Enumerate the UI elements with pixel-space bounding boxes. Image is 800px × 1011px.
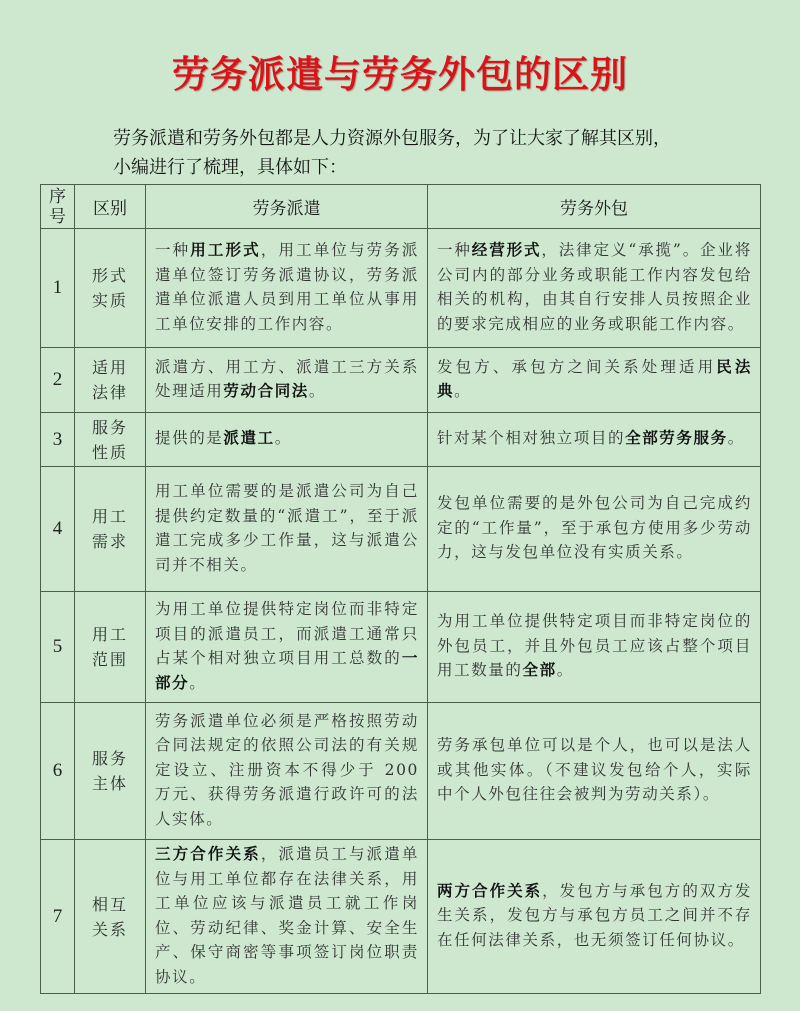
- dispatch-text-pre: 用工单位需要的是派遣公司为自己提供约定数量的“派遣工”，至于派遣工完成多少工作量，这与派遣公司并不相关。: [155, 482, 419, 574]
- dispatch-text-bold: 三方合作关系: [155, 844, 261, 863]
- dispatch-cell: [146, 703, 428, 840]
- outsourcing-cell: [428, 348, 761, 413]
- outsourcing-text-post: ，发包方与承包方的双方发生关系，发包方与承包方员工之间并不存在任何法律关系，也无须签订任何协议。: [437, 881, 752, 949]
- row-number: 2: [41, 348, 75, 413]
- dispatch-text-pre: 提供的是: [155, 429, 224, 448]
- outsourcing-text-bold: 民法典: [437, 356, 752, 400]
- dispatch-cell: [146, 840, 428, 994]
- dispatch-text-bold: 劳动合同法: [223, 381, 309, 400]
- outsourcing-text-pre: 一种: [437, 241, 472, 259]
- dispatch-text-bold: 一部分: [155, 648, 419, 692]
- table-row: [41, 348, 761, 413]
- dispatch-text-pre: 劳务派遣单位必须是严格按照劳动合同法规定的依照公司法的有关规定设立、注册资本不得少于 200 万元、获得劳务派遣行政许可的法人实体。: [155, 711, 419, 828]
- table-row: [41, 229, 761, 348]
- dispatch-cell: [146, 592, 428, 703]
- dispatch-cell: [146, 413, 428, 467]
- header-dispatch: 劳务派遣: [146, 185, 428, 229]
- dispatch-text-pre: 派遣方、用工方、派遣工三方关系处理适用: [155, 357, 419, 400]
- outsourcing-text-post: ，法律定义“承揽”。企业将公司内的部分业务或职能工作内容发包给相关的机构，由其自行安排人员按照企业的要求完成相应的业务或职能工作内容。: [437, 241, 753, 333]
- header-seq: 序 号: [41, 185, 75, 229]
- header-category: 区别: [75, 185, 146, 229]
- dispatch-text-post: 。: [189, 673, 207, 692]
- row-category: 用工 需求: [75, 467, 146, 592]
- row-category: 用工 范围: [75, 592, 146, 703]
- outsourcing-text-post: 。: [727, 429, 745, 448]
- row-number: 5: [41, 592, 75, 703]
- dispatch-text-bold: 派遣工: [223, 428, 275, 448]
- dispatch-text-post: 。: [274, 429, 292, 448]
- row-category: 形式 实质: [75, 229, 146, 348]
- outsourcing-text-post: 。: [454, 382, 472, 400]
- intro-line-2: 小编进行了梳理，具体如下：: [113, 157, 347, 178]
- row-number: 4: [41, 467, 75, 592]
- dispatch-cell: [146, 467, 428, 592]
- outsourcing-cell: [428, 592, 761, 703]
- row-category: 适用 法律: [75, 348, 146, 413]
- table-row: [41, 413, 761, 467]
- row-category: 服务 主体: [75, 703, 146, 840]
- outsourcing-text-bold: 全部劳务服务: [625, 428, 728, 448]
- row-category: 服务 性质: [75, 413, 146, 467]
- outsourcing-text-pre: 针对某个相对独立项目的: [437, 429, 626, 448]
- outsourcing-text-pre: 发包方、承包方之间关系处理适用: [437, 357, 717, 376]
- dispatch-text-pre: 为用工单位提供特定岗位而非特定项目的派遣员工，而派遣工通常只占某个相对独立项目用工总数的: [155, 600, 419, 667]
- table-row: [41, 592, 761, 703]
- dispatch-text-post: 。: [308, 382, 327, 400]
- dispatch-cell: [146, 348, 428, 413]
- dispatch-text-post: ，用工单位与劳务派遣单位签订劳务派遣协议，劳务派遣单位派遣人员到用工单位从事用工单位安排的工作内容。: [155, 241, 420, 333]
- table-row: [41, 840, 761, 994]
- outsourcing-text-pre: 发包单位需要的是外包公司为自己完成约定的“工作量”，至于承包方使用多少劳动力，这与发包单位没有实质关系。: [437, 494, 752, 562]
- outsourcing-text-post: 。: [556, 661, 574, 680]
- dispatch-cell: [146, 229, 428, 348]
- row-number: 7: [41, 840, 75, 994]
- row-number: 6: [41, 703, 75, 840]
- outsourcing-text-pre: 劳务承包单位可以是个人，也可以是法人或其他实体。（不建议发包给个人，实际中个人外包往往会被判为劳动关系）。: [437, 736, 752, 804]
- page-title: 劳务派遣与劳务外包的区别: [172, 52, 628, 96]
- table-header-row: [41, 185, 761, 229]
- outsourcing-cell: [428, 229, 761, 348]
- dispatch-text-bold: 用工形式: [190, 240, 261, 259]
- outsourcing-text-bold: 全部: [522, 660, 557, 680]
- table-row: [41, 467, 761, 592]
- outsourcing-cell: [428, 840, 761, 994]
- dispatch-text-post: ，派遣员工与派遣单位与用工单位都存在法律关系，用工单位应该与派遣员工就工作岗位、劳动纪律、奖金计算、安全生产、保守商密等事项签订岗位职责协议。: [155, 845, 419, 986]
- dispatch-text-pre: 一种: [155, 241, 191, 259]
- intro-paragraph: [113, 124, 773, 182]
- outsourcing-text-bold: 两方合作关系: [437, 880, 543, 900]
- outsourcing-cell: [428, 413, 761, 467]
- table-row: [41, 703, 761, 840]
- row-number: 3: [41, 413, 75, 467]
- comparison-table: [40, 184, 761, 994]
- outsourcing-text-bold: 经营形式: [471, 240, 542, 259]
- row-category: 相互 关系: [75, 840, 146, 994]
- row-number: 1: [41, 229, 75, 348]
- header-outsourcing: 劳务外包: [428, 185, 761, 229]
- intro-line-1: 劳务派遣和劳务外包都是人力资源外包服务，为了让大家了解其区别，: [113, 128, 671, 149]
- outsourcing-cell: [428, 467, 761, 592]
- outsourcing-text-pre: 为用工单位提供特定项目而非特定岗位的外包员工，并且外包员工应该占整个项目用工数量的: [437, 612, 752, 680]
- outsourcing-cell: [428, 703, 761, 840]
